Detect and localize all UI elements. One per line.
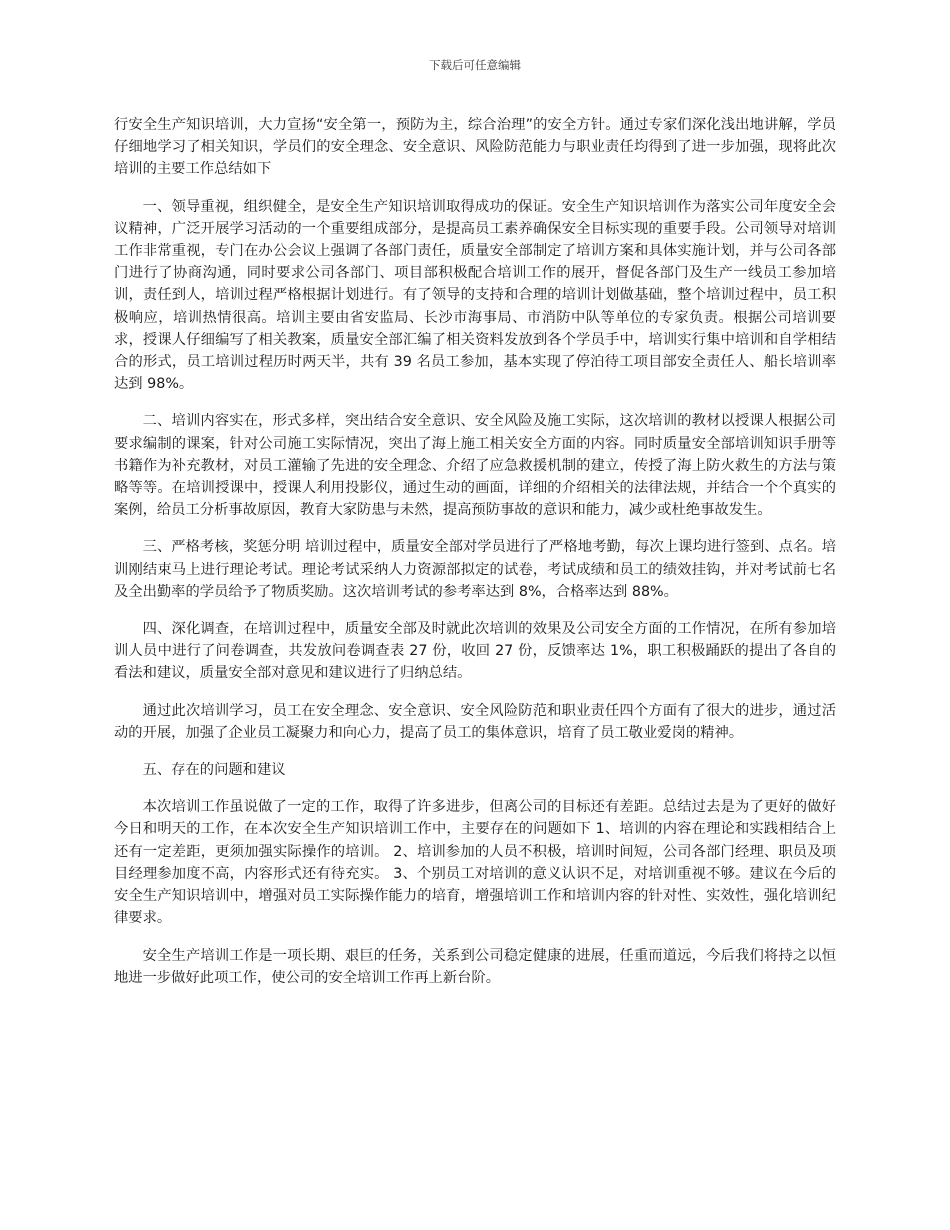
section-1-paragraph: 一、领导重视，组织健全，是安全生产知识培训取得成功的保证。安全生产知识培训作为落实公司年度安全会议精神，广泛开展学习活动的一个重要组成部分，是提高员工素养确保安全目标实现的重要手段。公司领导对培训工作非常重视，专门在办公会议上强调了各部门责任，质量安全部制定了培训方案和具体实施计划，并与公司各部门进行了协商沟通，同时要求公司各部门、项目部积极配合培训工作的展开，督促各部门及生产一线员工参加培训，责任到人，培训过程严格根据计划进行。有了领导的支持和合理的培训计划做基础，整个培训过程中，员工积极响应，培训热情很高。培训主要由省安监局、长沙市海事局、市消防中队等单位的专家负责。根据公司培训要求，授课人仔细编写了相关教案，质量安全部汇编了相关资料发放到各个学员手中，培训实行集中培训和自学相结合的形式，员工培训过程历时两天半，共有 39 名员工参加，基本实现了停泊待工项目部安全责任人、船长培训率达到 98%。 (114, 198, 836, 393)
intro-paragraph: 行安全生产知识培训，大力宣扬“安全第一，预防为主，综合治理”的安全方针。通过专家们深化浅出地讲解，学员仔细地学习了相关知识，学员们的安全理念、安全意识、风险防范能力与职业责任均得到了进一步加强，现将此次培训的主要工作总结如下 (114, 117, 836, 178)
page-header: 下载后可任意编辑 (429, 58, 521, 72)
section-2-paragraph: 二、培训内容实在，形式多样，突出结合安全意识、安全风险及施工实际，这次培训的教材以授课人根据公司要求编制的课案，针对公司施工实际情况，突出了海上施工相关安全方面的内容。同时质量安全部培训知识手册等书籍作为补充教材，对员工灌输了先进的安全理念、介绍了应急救援机制的建立，传授了海上防火救生的方法与策略等等。在培训授课中，授课人利用投影仪，通过生动的画面，详细的介绍相关的法律法规，并结合一个个真实的案例，给员工分析事故原因，教育大家防患与未然，提高预防事故的意识和能力，减少或杜绝事故发生。 (114, 413, 836, 519)
section-5-heading: 五、存在的问题和建议 (142, 762, 286, 779)
conclusion-paragraph: 安全生产培训工作是一项长期、艰巨的任务，关系到公司稳定健康的进展，任重而道远，今后我们将持之以恒地进一步做好此项工作，使公司的安全培训工作再上新台阶。 (114, 947, 836, 986)
section-3-paragraph: 三、严格考核，奖惩分明 培训过程中，质量安全部对学员进行了严格地考勤，每次上课均进行签到、点名。培训刚结束马上进行理论考试。理论考试采纳人力资源部拟定的试卷，考试成绩和员工的绩效挂钩，并对考试前七名及全出勤率的学员给予了物质奖励。这次培训考试的参考率达到 8%，合格率达到 88%。 (114, 539, 836, 600)
summary-paragraph: 通过此次培训学习，员工在安全理念、安全意识、安全风险防范和职业责任四个方面有了很大的进步，通过活动的开展，加强了企业员工凝聚力和向心力，提高了员工的集体意识，培育了员工敬业爱岗的精神。 (114, 702, 836, 741)
section-4-paragraph: 四、深化调查，在培训过程中，质量安全部及时就此次培训的效果及公司安全方面的工作情况，在所有参加培训人员中进行了问卷调查，共发放问卷调查表 27 份，收回 27 份，反馈率达 1%，职工积极踊跃的提出了各自的看法和建议，质量安全部对意见和建议进行了归纳总结。 (114, 621, 836, 682)
document-body (114, 114, 836, 1004)
problems-paragraph: 本次培训工作虽说做了一定的工作，取得了许多进步，但离公司的目标还有差距。总结过去是为了更好的做好今日和明天的工作，在本次安全生产知识培训工作中，主要存在的问题如下 1、培训的内容在理论和实践相结合上还有一定差距，更须加强实际操作的培训。 2、培训参加的人员不积极，培训时间短，公司各部门经理、职员及项目经理参加度不高，内容形式还有待充实。 3、个别员工对培训的意义认识不足，对培训重视不够。建议在今后的安全生产知识培训中，增强对员工实际操作能力的培育，增强培训工作和培训内容的针对性、实效性，强化培训纪律要求。 (114, 799, 836, 927)
